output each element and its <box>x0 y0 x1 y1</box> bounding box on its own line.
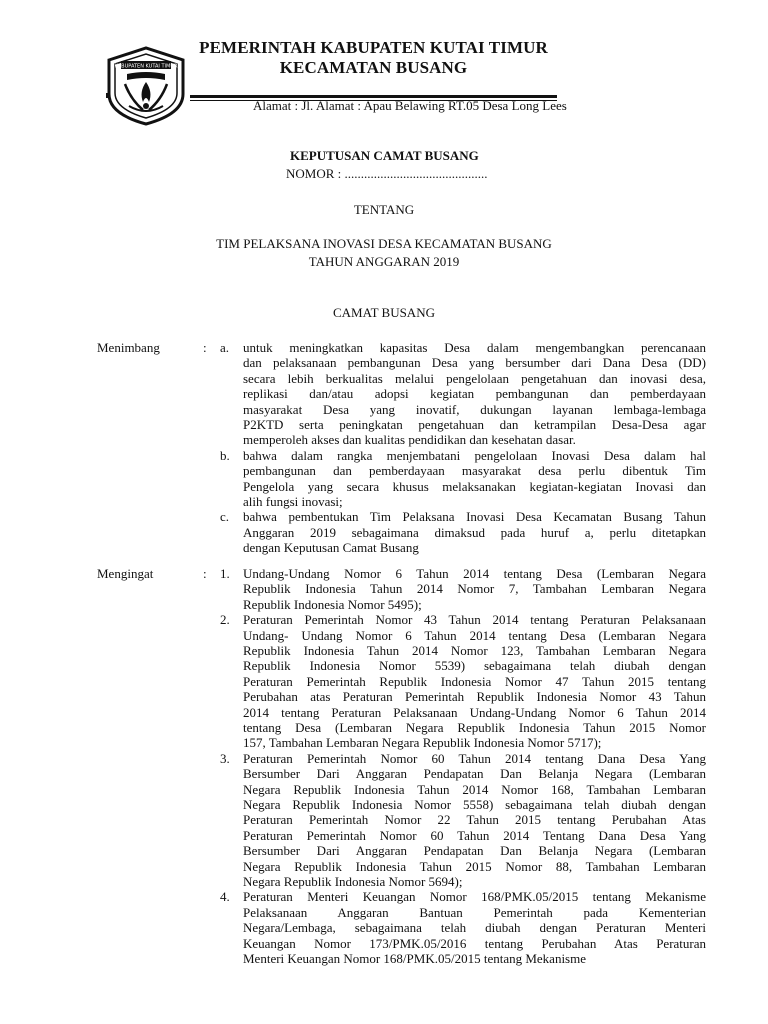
mengingat-item-line: Peraturan Pemerintah Nomor 60 Tahun 2014 Tentang Dana Desa Yang <box>243 827 706 843</box>
menimbang-item-marker: b. <box>220 447 230 463</box>
mengingat-item-line: Perubahan atas Peraturan Pemerintah Republik Indonesia Nomor 43 Tahun <box>243 689 706 705</box>
menimbang-item-line: Pengelola yang secara khusus melaksanakan kegiatan-kegiatan Inovasi dan <box>243 478 706 494</box>
menimbang-item-marker: a. <box>220 340 230 355</box>
menimbang-item-line: untuk meningkatkan kapasitas Desa dalam mengembangkan perencanaan <box>243 340 706 355</box>
decree-subject-line-1: TIM PELAKSANA INOVASI DESA KECAMATAN BUSANG <box>216 236 552 251</box>
menimbang-item-line: P2KTD serta peningkatan pengetahuan dan ketrampilan Desa-Desa agar <box>243 417 706 432</box>
mengingat-item-line: 157, Tambahan Lembaran Negara Republik Indonesia Nomor 5717); <box>243 735 602 751</box>
menimbang-item-line: dan pelaksanaan pembangunan Desa yang bersumber dari Dana Desa (DD) <box>243 355 706 371</box>
mengingat-item-line: Undang-Undang Nomor 6 Tahun 2014 tentang Desa (Lembaran Negara <box>243 566 706 581</box>
menimbang-item-line: bahwa dalam rangka menjembatani pengelolaan Inovasi Desa dalam hal <box>243 447 706 463</box>
decree-issuer: CAMAT BUSANG <box>333 305 435 320</box>
mengingat-label: Mengingat <box>97 566 154 581</box>
decree-title: KEPUTUSAN CAMAT BUSANG <box>290 148 479 163</box>
mengingat-item-line: Negara Republik Indonesia Tahun 2015 Nomor 88, Tambahan Lembaran <box>243 858 706 874</box>
menimbang-item-marker: c. <box>220 509 230 525</box>
mengingat-item-marker: 1. <box>220 566 230 581</box>
mengingat-item-marker: 4. <box>220 889 230 905</box>
mengingat-item-line: Peraturan Pemerintah Nomor 43 Tahun 2014 tentang Peraturan Pelaksanaan <box>243 612 706 628</box>
menimbang-label: Menimbang <box>97 340 160 355</box>
mengingat-item-line: Undang- Undang Nomor 6 Tahun 2014 tentang Desa (Lembaran Negara <box>243 627 706 643</box>
decree-number: NOMOR : ............................................ <box>286 166 488 181</box>
letterhead-government: PEMERINTAH KABUPATEN KUTAI TIMUR <box>199 38 548 57</box>
emblem-text: KABUPATEN KUTAI TIMUR <box>114 63 178 70</box>
menimbang-item-line: bahwa pembentukan Tim Pelaksana Inovasi Desa Kecamatan Busang Tahun <box>243 509 706 525</box>
menimbang-item-line: dengan Keputusan Camat Busang <box>243 540 419 556</box>
decree-subject-line-2: TAHUN ANGGARAN 2019 <box>308 254 460 269</box>
menimbang-item <box>220 340 706 448</box>
mengingat-item-line: Republik Indonesia Tahun 2014 Nomor 7, Tambahan Lembaran Negara <box>243 581 706 597</box>
mengingat-item <box>220 889 706 966</box>
menimbang-item-line: secara lebih berkualitas melalui pengelolaan pengetahuan dan inovasi desa, <box>243 370 706 386</box>
mengingat-colon: : <box>203 566 207 581</box>
mengingat-item-line: Republik Indonesia Nomor 5539) sebagaimana telah diubah dengan <box>243 658 706 674</box>
menimbang-item-line: pembangunan dan pemberdayaan masyarakat desa perlu dibentuk Tim <box>243 463 706 479</box>
mengingat-item-line: Peraturan Pemerintah Nomor 60 Tahun 2014 tentang Dana Desa Yang <box>243 750 706 766</box>
menimbang-item-line: masyarakat Desa yang inovatif, dukungan layanan lembaga-lembaga <box>243 401 706 417</box>
mengingat-item-line: Keuangan Nomor 173/PMK.05/2016 tentang Perubahan Atas Peraturan <box>243 935 706 951</box>
mengingat-item-marker: 3. <box>220 750 230 766</box>
mengingat-item-marker: 2. <box>220 612 230 628</box>
menimbang-colon: : <box>203 340 207 355</box>
menimbang-item <box>220 448 706 510</box>
menimbang-item <box>220 509 706 555</box>
mengingat-item-line: Bersumber Dari Anggaran Pendapatan Dan Belanja Negara (Lembaran <box>243 843 706 859</box>
mengingat-item <box>220 566 706 612</box>
mengingat-item-line: Negara/Lembaga, sebagaimana telah diubah dengan Peraturan Menteri <box>243 920 706 936</box>
letterhead-district: KECAMATAN BUSANG <box>279 58 468 77</box>
mengingat-item-line: Peraturan Pemerintah Republik Indonesia Nomor 47 Tahun 2015 tentang <box>243 673 706 689</box>
menimbang-item-line: alih fungsi inovasi; <box>243 493 343 509</box>
mengingat-item-line: Negara Republik Indonesia Nomor 5694); <box>243 873 463 889</box>
mengingat-item-line: Bersumber Dari Anggaran Pendapatan Dan Belanja Negara (Lembaran <box>243 766 706 782</box>
mengingat-item-line: Menteri Keuangan Nomor 168/PMK.05/2015 tentang Mekanisme <box>243 950 586 966</box>
margin-mark <box>106 93 108 98</box>
mengingat-item-line: Peraturan Pemerintah Nomor 22 Tahun 2015 tentang Perubahan Atas <box>243 812 706 828</box>
mengingat-item-line: Republik Indonesia Nomor 5495); <box>243 596 422 612</box>
mengingat-item-line: 2014 tentang Peraturan Pelaksanaan Undang-Undang Nomor 6 Tahun 2014 <box>243 704 706 720</box>
menimbang-item-line: Anggaran 2019 sebagaimana dimaksud pada huruf a, perlu ditetapkan <box>243 524 706 540</box>
mengingat-item-line: Negara Republik Indonesia Nomor 5558) sebagaimana telah diubah dengan <box>243 796 706 812</box>
mengingat-item-line: Republik Indonesia Tahun 2014 Nomor 123, Tambahan Lembaran Negara <box>243 642 706 658</box>
mengingat-item-line: tentang Desa (Lembaran Negara Republik Indonesia Tahun 2015 Nomor <box>243 719 706 735</box>
mengingat-item-line: Pelaksanaan Anggaran Bantuan Pemerintah pada Kementerian <box>243 904 706 920</box>
menimbang-item-line: replikasi dan/atau adopsi kegiatan pembangunan dan pemberdayaan <box>243 386 706 402</box>
kutai-timur-emblem <box>103 44 189 128</box>
decree-tentang: TENTANG <box>353 202 415 217</box>
mengingat-item-line: Peraturan Menteri Keuangan Nomor 168/PMK.05/2015 tentang Mekanisme <box>243 889 706 905</box>
mengingat-item-line: Negara Republik Indonesia Tahun 2014 Nomor 168, Tambahan Lembaran <box>243 781 706 797</box>
letterhead-address: Alamat : Jl. Alamat : Apau Belawing RT.05 Desa Long Lees <box>253 98 567 113</box>
mengingat-item <box>220 612 706 751</box>
mengingat-item <box>220 751 706 890</box>
menimbang-item-line: memperoleh akses dan kualitas pendidikan dan kesehatan dasar. <box>243 432 576 448</box>
